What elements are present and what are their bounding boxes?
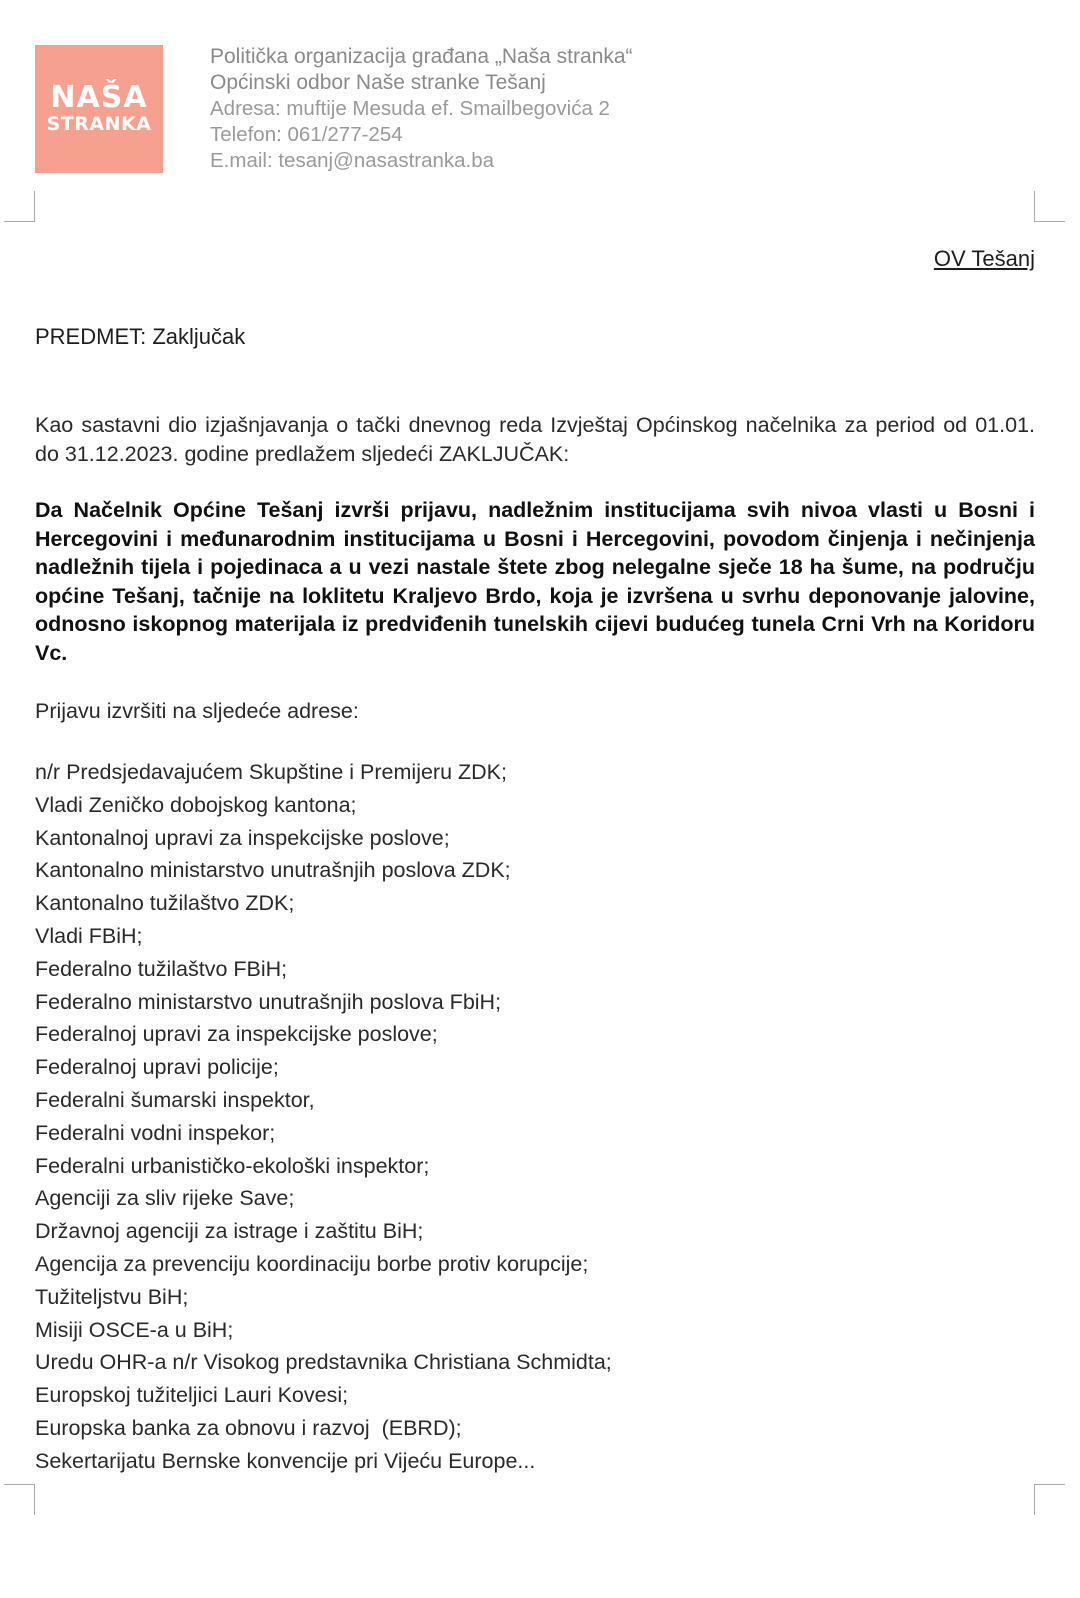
crop-mark-bottom-left	[4, 1484, 35, 1515]
list-item: Federalnoj upravi policije;	[35, 1055, 279, 1080]
list-item: Tužiteljstvu BiH;	[35, 1284, 189, 1309]
list-item: Vladi FBiH;	[35, 923, 143, 948]
list-item: n/r Predsjedavajućem Skupštine i Premijeru ZDK;	[35, 760, 507, 784]
crop-mark-bottom-right	[1034, 1484, 1065, 1515]
list-item: Sekertarijatu Bernske konvencije pri Vijeću Europe...	[35, 1448, 536, 1473]
list-item: Federalno ministarstvo unutrašnjih poslova FbiH;	[35, 989, 502, 1014]
crop-mark-top-left	[4, 191, 35, 222]
list-item: Agenciji za sliv rijeke Save;	[35, 1186, 295, 1211]
list-item: Vladi Zeničko dobojskog kantona;	[35, 792, 357, 817]
org-address: Adresa: muftije Mesuda ef. Smailbegovića 2	[210, 97, 610, 120]
list-item: Agencija za prevenciju koordinaciju borbe protiv korupcije;	[35, 1251, 589, 1276]
list-item: Kantonalno tužilaštvo ZDK;	[35, 891, 295, 916]
org-name: Politička organizacija građana „Naša stranka“	[210, 45, 633, 68]
conclusion-paragraph: Da Načelnik Općine Tešanj izvrši prijavu, nadležnim institucijama svih nivoa vlasti u Bosni i Hercegovini i međunarodnim institucijama u Bosni i Hercegovini, povodom činjenja i nečinjenja nadležnih tijela i pojedinaca a u vezi nastale štete zbog nelegalne sječe 18 ha šume, na području općine Tešanj, tačnije na loklitetu Kraljevo Brdo, koja je izvršena u svrhu deponovanje jalovine, odnosno iskopnog materijala iz predviđenih tunelskih cijevi budućeg tunela Crni Vrh na Koridoru Vc.	[35, 498, 1035, 665]
list-item: Europska banka za obnovu i razvoj (EBRD);	[35, 1415, 462, 1440]
list-item: Federalno tužilaštvo FBiH;	[35, 956, 288, 981]
instruction-line: Prijavu izvršiti na sljedeće adrese:	[35, 699, 359, 723]
list-item: Misiji OSCE-a u BiH;	[35, 1317, 234, 1342]
list-item: Kantonalnoj upravi za inspekcijske poslove;	[35, 825, 450, 850]
letterhead	[210, 44, 633, 174]
recipient-line: OV Tešanj	[933, 246, 1035, 271]
org-email: E.mail: tesanj@nasastranka.ba	[210, 149, 495, 172]
address-list	[35, 756, 612, 1478]
crop-mark-top-right	[1034, 191, 1065, 222]
org-branch: Općinski odbor Naše stranke Tešanj	[210, 71, 546, 94]
list-item: Federalni šumarski inspektor,	[35, 1087, 315, 1112]
party-logo	[35, 45, 163, 173]
list-item: Europskoj tužiteljici Lauri Kovesi;	[35, 1383, 349, 1408]
list-item: Državnoj agenciji za istrage i zaštitu BiH;	[35, 1219, 424, 1244]
list-item: Federalni vodni inspekor;	[35, 1120, 276, 1145]
list-item: Kantonalno ministarstvo unutrašnjih poslova ZDK;	[35, 858, 511, 883]
intro-paragraph: Kao sastavni dio izjašnjavanja o tački dnevnog reda Izvještaj Općinskog načelnika za period od 01.01. do 31.12.2023. godine predlažem sljedeći ZAKLJUČAK:	[35, 413, 1035, 466]
logo-text-line2: STRANKA	[46, 113, 152, 135]
list-item: Federalni urbanističko-ekološki inspektor;	[35, 1153, 430, 1178]
list-item: Uredu OHR-a n/r Visokog predstavnika Christiana Schmidta;	[35, 1350, 612, 1375]
list-item: Federalnoj upravi za inspekcijske poslove;	[35, 1022, 438, 1047]
org-phone: Telefon: 061/277-254	[210, 123, 403, 146]
logo-text-line1: NAŠA	[50, 80, 148, 115]
subject-line: PREDMET: Zaključak	[35, 324, 246, 349]
